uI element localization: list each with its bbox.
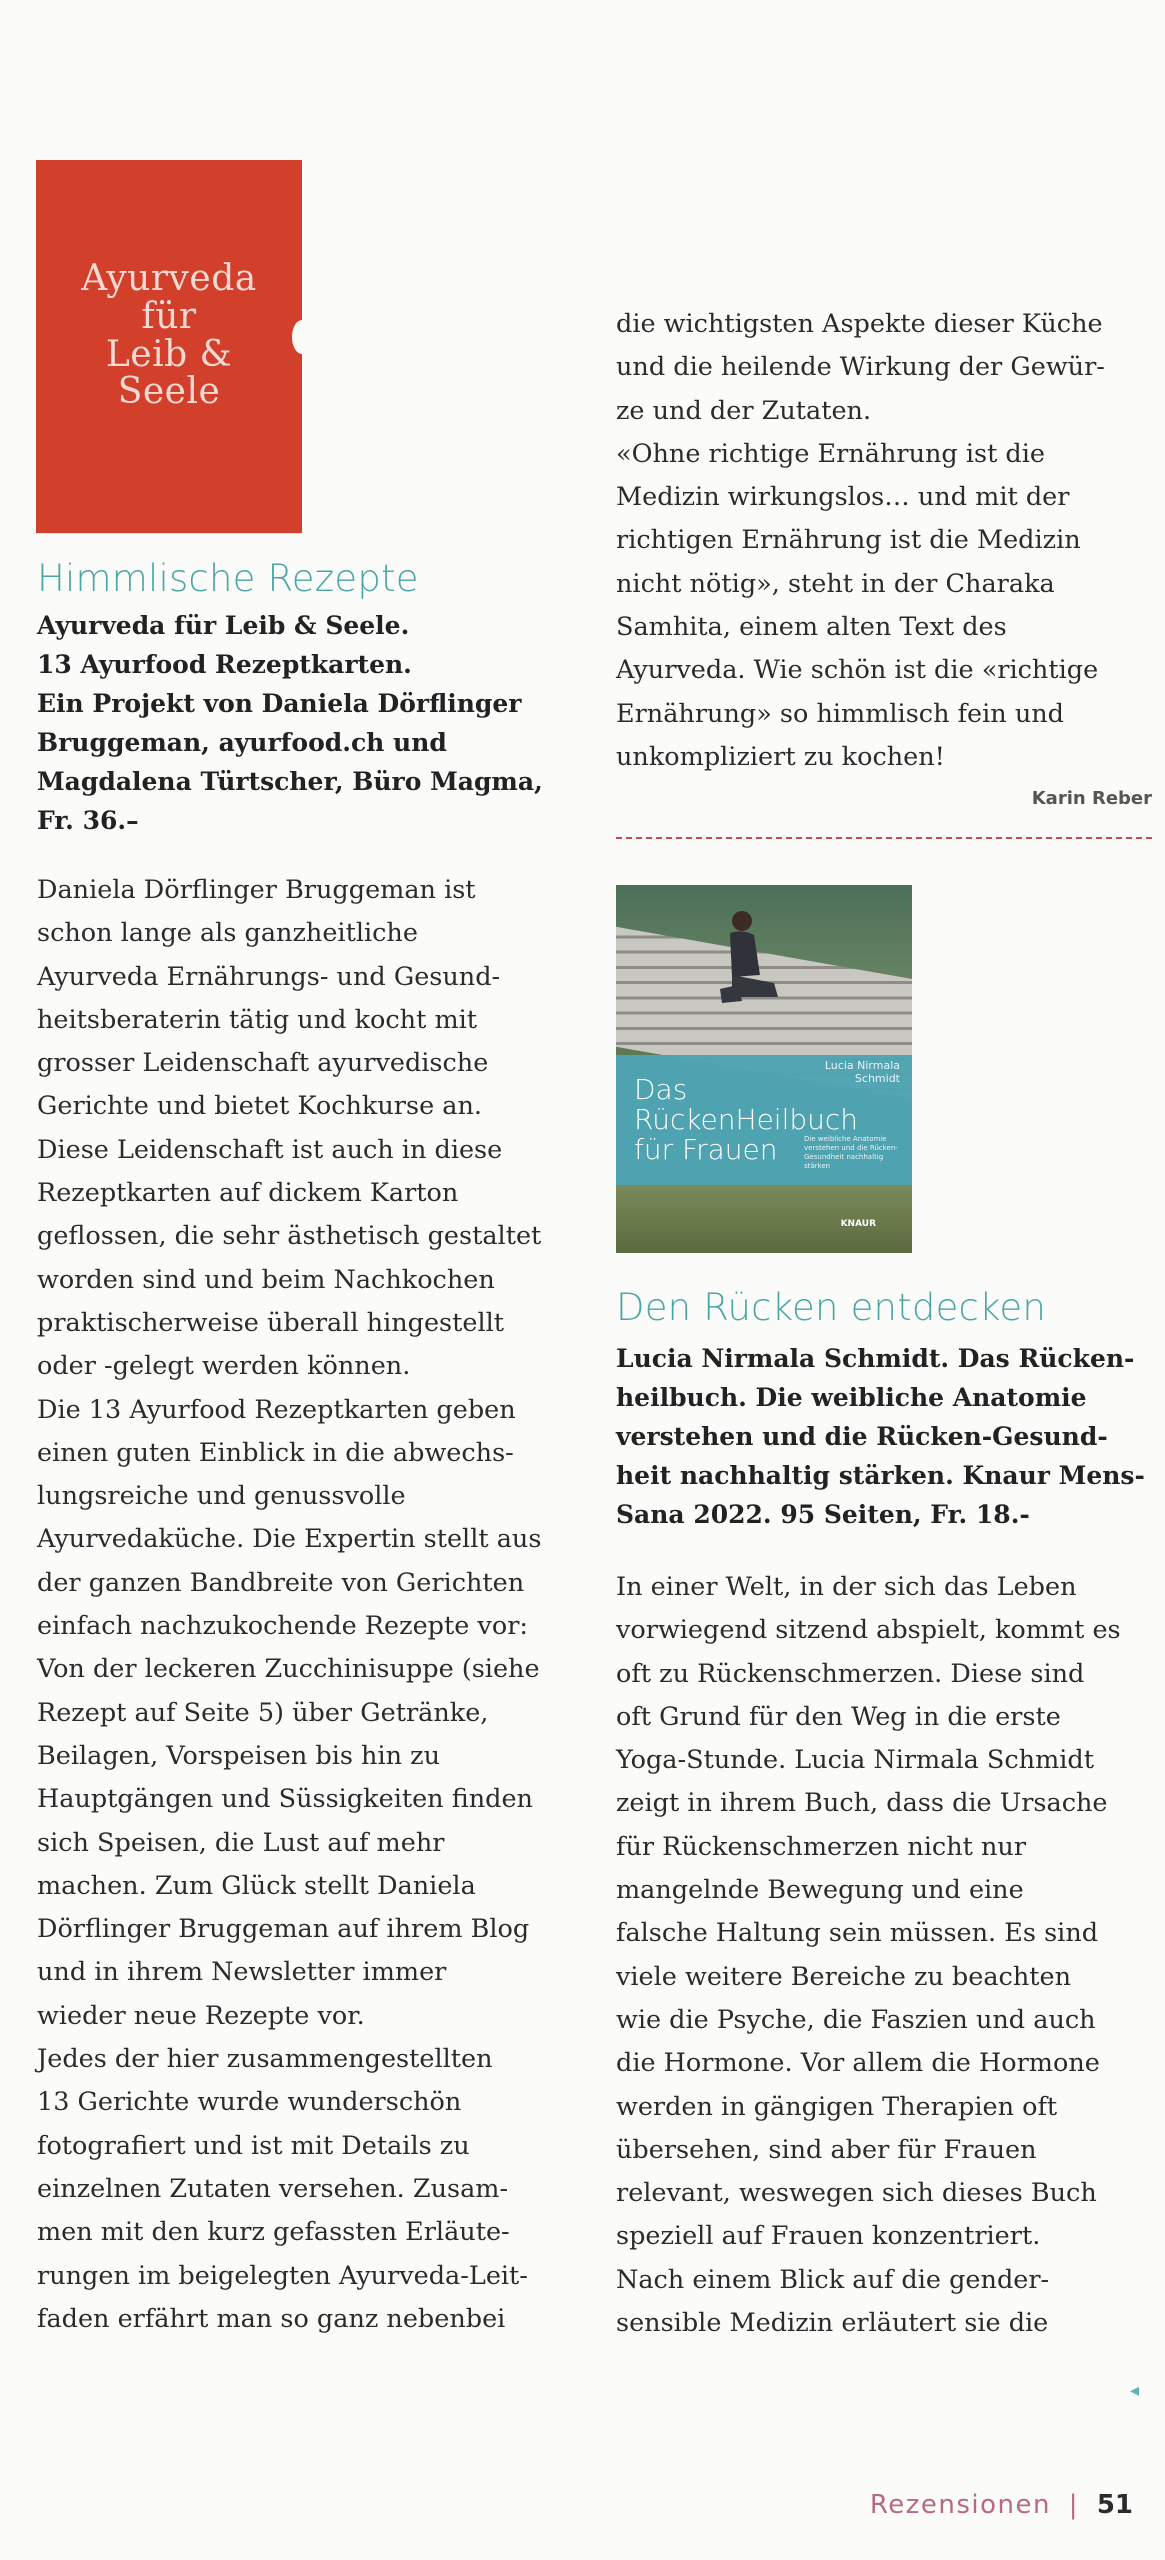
body-line: Gerichte und bietet Kochkurse an. [37,1091,482,1122]
biblio-line: heit nachhaltig stärken. Knaur Mens- [616,1461,1145,1490]
body-line: einen guten Einblick in die abwechs- [37,1437,514,1468]
body-line: rungen im beigelegten Ayurveda-Leit- [37,2260,528,2291]
body-line: richtigen Ernährung ist die Medizin [616,525,1081,556]
body-line: Ayurveda Ernährungs- und Gesund- [37,961,501,992]
cover-title-line: für [141,295,197,337]
biblio-line: Ayurveda für Leib & Seele. [37,611,410,640]
body-line: viele weitere Bereiche zu beachten [616,1961,1072,1992]
body-line: die wichtigsten Aspekte dieser Küche [616,309,1103,339]
body-line: vorwiegend sitzend abspielt, kommt es [616,1615,1121,1646]
body-line: «Ohne richtige Ernährung ist die [616,438,1046,469]
body-line: schon lange als ganzheitliche [37,918,418,949]
body-line: werden in gängigen Therapien oft [616,2091,1058,2122]
body-line: Rezept auf Seite 5) über Getränke, [37,1697,489,1728]
biblio-line: Bruggeman, ayurfood.ch und [37,728,447,757]
footer-separator: | [1068,2490,1080,2520]
body-line: die Hormone. Vor allem die Hormone [616,2048,1100,2079]
book-cover-ayurveda [36,160,302,533]
body-line: lungsreiche und genussvolle [37,1481,406,1512]
body-line: relevant, weswegen sich dieses Buch [616,2178,1097,2209]
body-line: Diese Leidenschaft ist auch in diese [37,1134,503,1165]
body-line: wie die Psyche, die Faszien und auch [616,2004,1096,2035]
body-line: für Rückenschmerzen nicht nur [616,1831,1027,1862]
cover-photo-woman [712,905,782,1035]
body-line: zeigt in ihrem Buch, dass die Ursache [616,1788,1108,1819]
biblio-line: Ein Projekt von Daniela Dörflinger [37,689,522,718]
cover-title [36,260,302,411]
page-number: 51 [1096,2490,1133,2520]
review-bibliography-2 [616,1339,1161,1534]
cover-title-line: Das [634,1073,688,1106]
body-line: unkompliziert zu kochen! [616,741,945,772]
section-divider [616,837,1152,839]
body-line: wieder neue Rezepte vor. [37,2000,365,2031]
body-line: speziell auf Frauen konzentriert. [616,2221,1041,2252]
body-line: falsche Haltung sein müssen. Es sind [616,1918,1099,1949]
cover-title-line: RückenHeilbuch [634,1103,859,1136]
body-line: ze und der Zutaten. [616,395,872,426]
book-cover-rueckenheilbuch [616,885,912,1253]
review-body-2 [616,1566,1161,2345]
body-line: Von der leckeren Zucchinisuppe (siehe [37,1654,540,1685]
body-line: übersehen, sind aber für Frauen [616,2134,1037,2165]
biblio-line: heilbuch. Die weibliche Anatomie [616,1383,1087,1412]
body-line: sich Speisen, die Lust auf mehr [37,1827,445,1858]
body-line: machen. Zum Glück stellt Daniela [37,1870,476,1901]
body-line: worden sind und beim Nachkochen [37,1264,495,1295]
biblio-line: 13 Ayurfood Rezeptkarten. [37,650,412,679]
body-line: men mit den kurz gefassten Erläute- [37,2217,510,2248]
biblio-line: Lucia Nirmala Schmidt. Das Rücken- [616,1344,1135,1373]
review-body-1-left [37,869,597,2341]
cover-author-line: Schmidt [854,1072,900,1085]
cover-author-line: Lucia Nirmala [824,1059,900,1072]
body-line: Daniela Dörflinger Bruggeman ist [37,875,476,905]
body-line: einfach nachzukochende Rezepte vor: [37,1611,528,1642]
body-line: grosser Leidenschaft ayurvedische [37,1048,489,1079]
page-footer [870,2490,1133,2520]
body-line: heitsberaterin tätig und kocht mit [37,1004,478,1035]
review-heading-1: Himmlische Rezepte [37,557,419,600]
body-line: Samhita, einem alten Text des [616,612,1007,643]
review-heading-2: Den Rücken entdecken [616,1286,1047,1329]
body-line: Ayurveda. Wie schön ist die «richtige [616,655,1099,686]
body-line: Hauptgängen und Süssigkeiten finden [37,1784,533,1815]
body-line: oft Grund für den Weg in die erste [616,1701,1061,1732]
body-line: faden erfährt man so ganz nebenbei [37,2303,506,2334]
body-line: In einer Welt, in der sich das Leben [616,1572,1077,1602]
body-line: der ganzen Bandbreite von Gerichten [37,1567,525,1598]
biblio-line: Fr. 36.– [37,806,139,835]
cover-subtitle: Die weibliche Anatomie verstehen und die Rücken-Gesundheit nachhaltig stärken [804,1135,898,1170]
body-line: mangelnde Bewegung und eine [616,1875,1024,1906]
review-author-1: Karin Reber [1031,788,1152,809]
body-line: sensible Medizin erläutert sie die [616,2308,1049,2339]
biblio-line: verstehen und die Rücken-Gesund- [616,1422,1108,1451]
biblio-line: Sana 2022. 95 Seiten, Fr. 18.- [616,1500,1030,1529]
body-line: und die heilende Wirkung der Gewür- [616,352,1105,383]
cover-title-line: Leib & [105,333,233,375]
body-line: Dörflinger Bruggeman auf ihrem Blog [37,1914,530,1945]
cover-publisher-logo: KNAUR [840,1219,876,1229]
biblio-line: Magdalena Türtscher, Büro Magma, [37,767,543,796]
review-bibliography-1 [37,606,597,840]
body-line: oder -gelegt werden können. [37,1351,411,1382]
cover-title-line: für Frauen [634,1133,778,1166]
body-line: Medizin wirkungslos… und mit der [616,482,1070,513]
body-line: Die 13 Ayurfood Rezeptkarten geben [37,1394,516,1425]
cover-title-line: Ayurveda [81,258,257,299]
body-line: fotografiert und ist mit Details zu [37,2130,470,2161]
body-line: Rezeptkarten auf dickem Karton [37,1178,459,1209]
review-body-1-right [616,303,1156,779]
body-line: nicht nötig», steht in der Charaka [616,568,1055,599]
body-line: Beilagen, Vorspeisen bis hin zu [37,1740,441,1771]
body-line: Yoga-Stunde. Lucia Nirmala Schmidt [616,1745,1094,1776]
body-line: Jedes der hier zusammengestellten [37,2044,493,2075]
body-line: Ayurvedaküche. Die Expertin stellt aus [37,1524,542,1555]
body-line: 13 Gerichte wurde wunderschön [37,2087,462,2118]
footer-section: Rezensionen [869,2490,1052,2520]
body-line: und in ihrem Newsletter immer [37,1957,447,1988]
body-line: praktischerweise überall hingestellt [37,1307,505,1338]
cover-title-line: Seele [117,371,221,413]
body-line: einzelnen Zutaten versehen. Zusam- [37,2173,509,2204]
body-line: geflossen, die sehr ästhetisch gestaltet [37,1221,542,1252]
body-line: Ernährung» so himmlisch fein und [616,698,1064,729]
continue-arrow-icon: ◂ [1130,2380,1140,2401]
body-line: oft zu Rückenschmerzen. Diese sind [616,1658,1085,1689]
body-line: Nach einem Blick auf die gender- [616,2264,1050,2295]
